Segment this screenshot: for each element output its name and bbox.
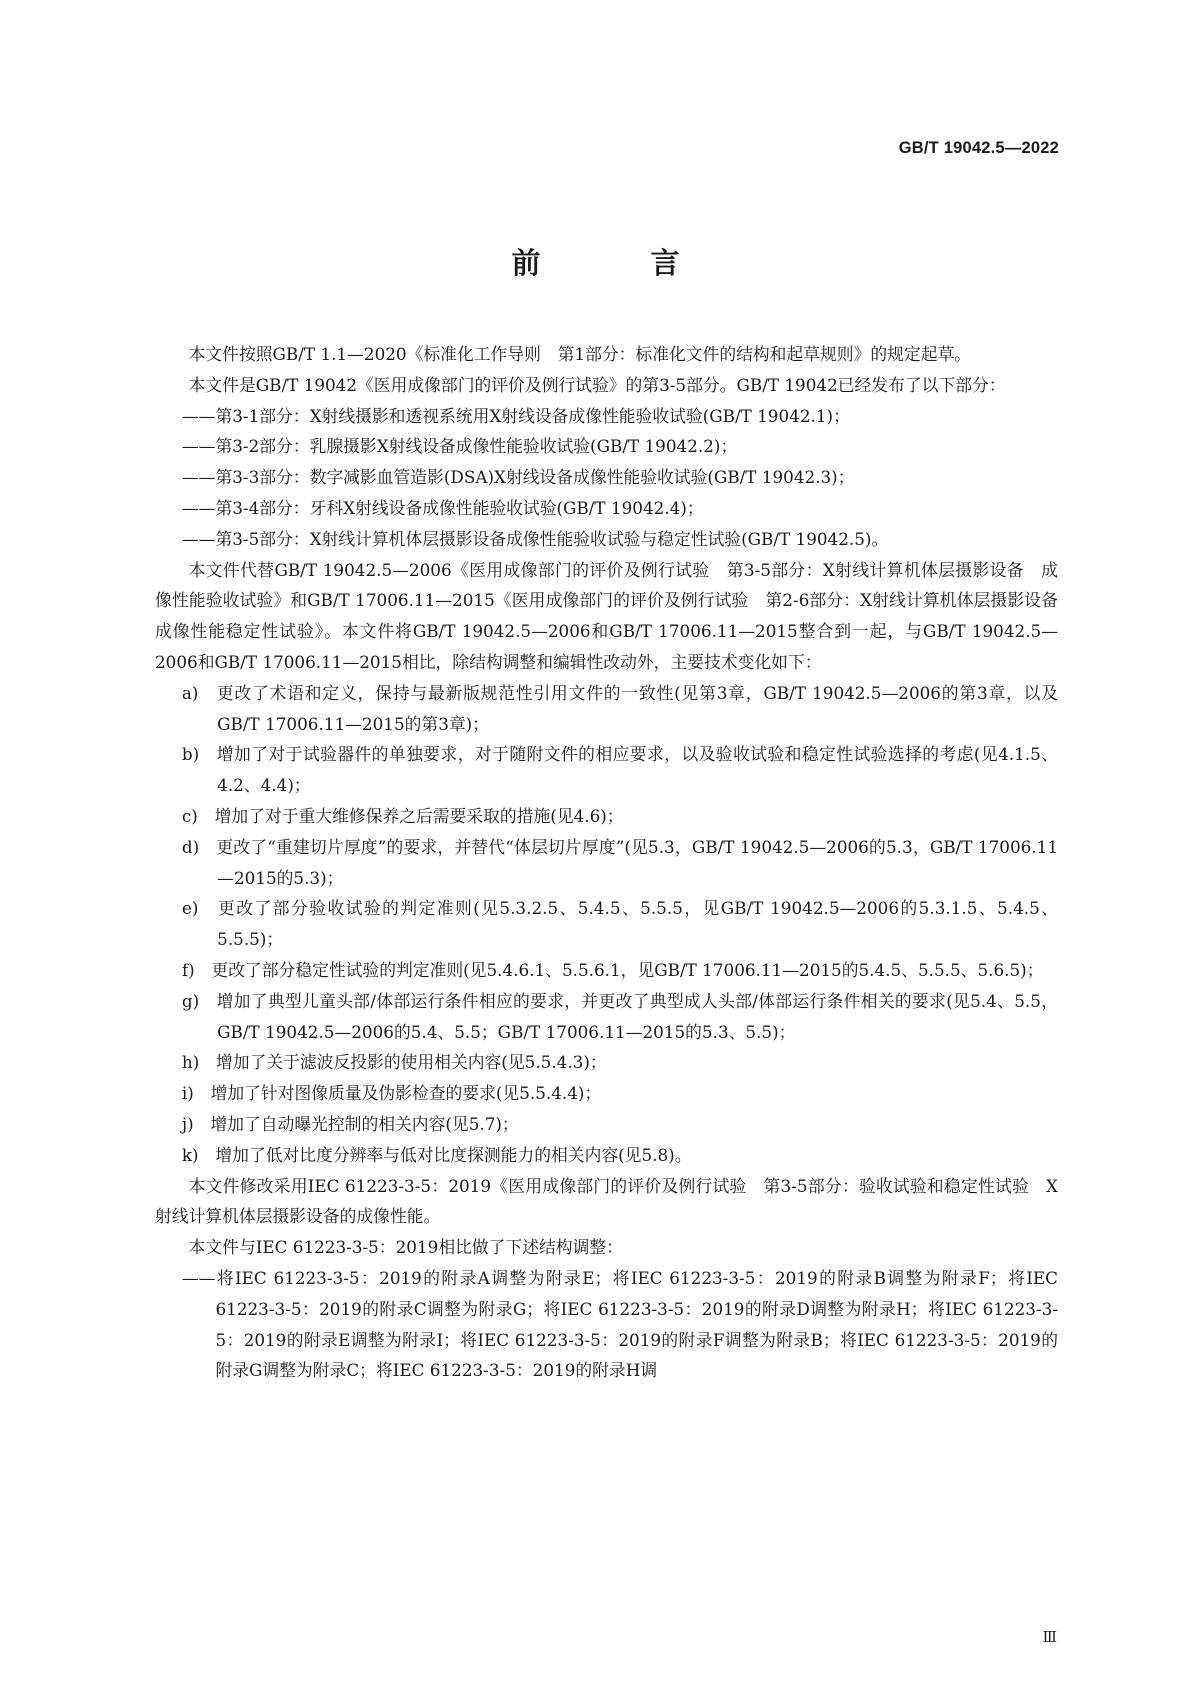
change-list-item: a) 更改了术语和定义，保持与最新版规范性引用文件的一致性(见第3章，GB/T 19042.5—2006的第3章，以及GB/T 17006.11—2015的第3章)；	[181, 682, 1058, 734]
part-list-item: ——第3-3部分：数字减影血管造影(DSA)X射线设备成像性能验收试验(GB/T 19042.3)；	[181, 467, 855, 488]
structure-change-item: ——将IEC 61223-3-5：2019的附录A调整为附录E；将IEC 61223-3-5：2019的附录B调整为附录F；将IEC 61223-3-5：2019的附录C调整为附录G；将IEC 61223-3-5：2019的附录D调整为附录H；将IEC 61223-3-5：2019的附录E调整为附录I；将IEC 61223-3-5：2019的附录F调整为附录B；将IEC 61223-3-5：2019的附录G调整为附录C；将IEC 61223-3-5：2019的附录H调	[181, 1267, 1058, 1381]
part-list-item: ——第3-1部分：X射线摄影和透视系统用X射线设备成像性能验收试验(GB/T 19042.1)；	[181, 405, 850, 426]
page-title: 前 言	[511, 246, 730, 280]
standard-code: GB/T 19042.5—2022	[898, 139, 1059, 157]
paragraph: 本文件代替GB/T 19042.5—2006《医用成像部门的评价及例行试验 第3-5部分：X射线计算机体层摄影设备 成像性能验收试验》和GB/T 17006.11—2015《医用成像部门的评价及例行试验 第2-6部分：X射线计算机体层摄影设备成像性能稳定性试验》。本文件将GB/T 19042.5—2006和GB/T 17006.11—2015整合到一起，与GB/T 19042.5—2006和GB/T 17006.11—2015相比，除结构调整和编辑性改动外，主要技术变化如下：	[155, 559, 1058, 672]
part-list-item: ——第3-2部分：乳腺摄影X射线设备成像性能验收试验(GB/T 19042.2)；	[181, 436, 738, 457]
part-list-item: ——第3-4部分：牙科X射线设备成像性能验收试验(GB/T 19042.4)；	[181, 497, 704, 518]
paragraph: 本文件是GB/T 19042《医用成像部门的评价及例行试验》的第3-5部分。GB/T 19042已经发布了以下部分：	[188, 374, 1006, 395]
paragraph: 本文件与IEC 61223-3-5：2019相比做了下述结构调整：	[188, 1237, 623, 1258]
change-list-item: b) 增加了对于试验器件的单独要求，对于随附文件的相应要求，以及验收试验和稳定性试验选择的考虑(见4.1.5、4.2、4.4)；	[181, 744, 1058, 796]
change-list-item: g) 增加了典型儿童头部/体部运行条件相应的要求，并更改了典型成人头部/体部运行条件相关的要求(见5.4、5.5，GB/T 19042.5—2006的5.4、5.5；GB/T 17006.11—2015的5.3、5.5)；	[181, 990, 1058, 1042]
change-list-item: c) 增加了对于重大维修保养之后需要采取的措施(见4.6)；	[181, 805, 624, 826]
change-list-item: k) 增加了低对比度分辨率与低对比度探测能力的相关内容(见5.8)。	[181, 1144, 692, 1165]
page-number: Ⅲ	[1042, 1628, 1057, 1646]
change-list-item: i) 增加了针对图像质量及伪影检查的要求(见5.5.4.4)；	[181, 1083, 602, 1104]
document-body	[155, 339, 1058, 1386]
change-list-item: j) 增加了自动曝光控制的相关内容(见5.7)；	[181, 1113, 519, 1134]
change-list-item: e) 更改了部分验收试验的判定准则(见5.3.2.5、5.4.5、5.5.5，见GB/T 19042.5—2006的5.3.1.5、5.4.5、5.5.5)；	[181, 898, 1058, 950]
change-list-item: f) 更改了部分稳定性试验的判定准则(见5.4.6.1、5.5.6.1，见GB/T 17006.11—2015的5.4.5、5.5.5、5.6.5)；	[181, 959, 1044, 980]
paragraph: 本文件按照GB/T 1.1—2020《标准化工作导则 第1部分：标准化文件的结构和起草规则》的规定起草。	[188, 344, 972, 364]
part-list-item: ——第3-5部分：X射线计算机体层摄影设备成像性能验收试验与稳定性试验(GB/T 19042.5)。	[181, 528, 889, 549]
change-list-item: d) 更改了“重建切片厚度”的要求，并替代“体层切片厚度”(见5.3，GB/T 19042.5—2006的5.3，GB/T 17006.11—2015的5.3)；	[181, 836, 1058, 888]
change-list-item: h) 增加了关于滤波反投影的使用相关内容(见5.5.4.3)；	[181, 1052, 607, 1073]
paragraph: 本文件修改采用IEC 61223-3-5：2019《医用成像部门的评价及例行试验 第3-5部分：验收试验和稳定性试验 X射线计算机体层摄影设备的成像性能。	[155, 1175, 1058, 1227]
